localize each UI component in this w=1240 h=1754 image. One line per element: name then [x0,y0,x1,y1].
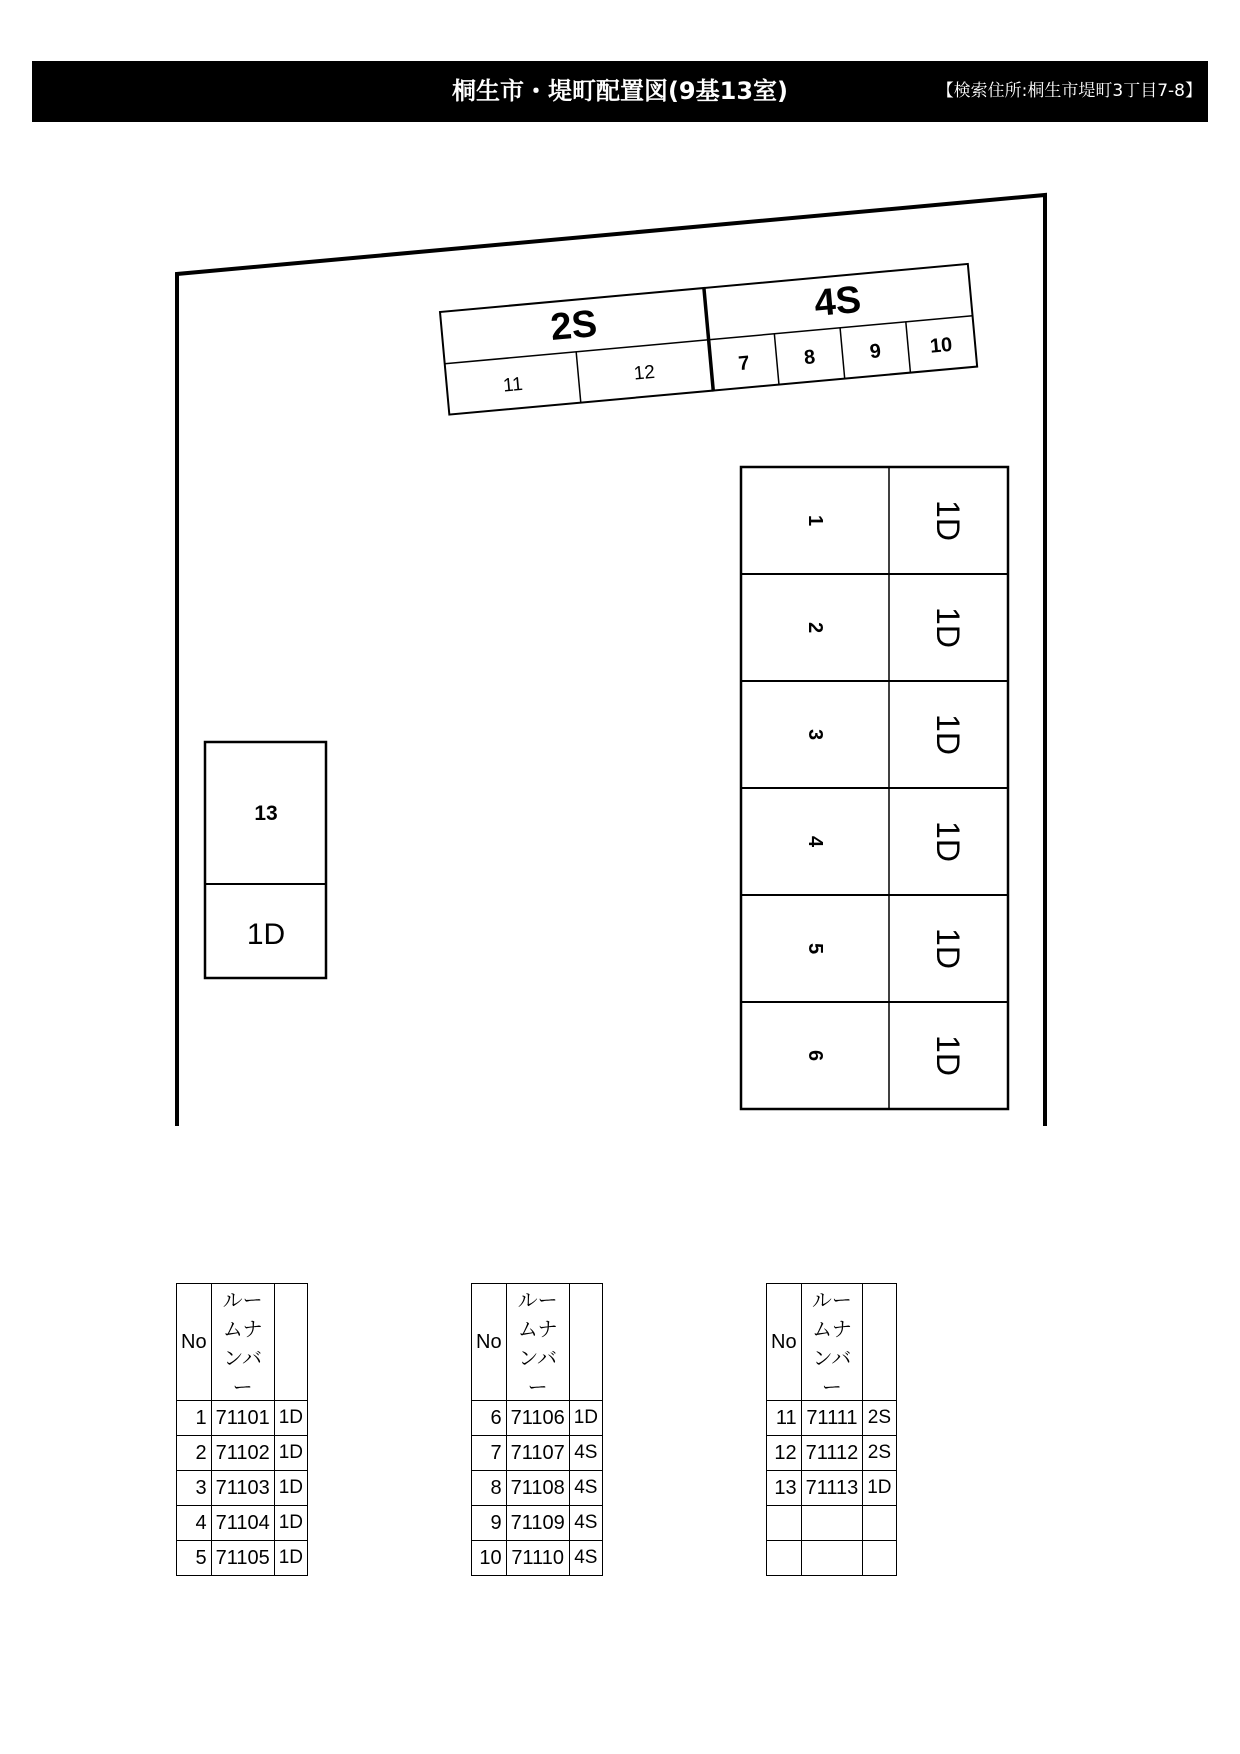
room-label-6: 6 [804,1049,826,1062]
row-room-number: 71113 [801,1471,863,1506]
room-label-11: 11 [502,373,524,397]
room-table-group-3 [766,1283,897,1576]
row-type: 1D [274,1471,307,1506]
row-no: 8 [472,1471,507,1506]
table-row [472,1541,603,1576]
table-row [177,1436,308,1471]
table-row [472,1506,603,1541]
room-label-10: 10 [929,333,954,358]
row-type: 1D [863,1471,896,1506]
header-no: No [177,1284,212,1401]
unit-type-label: 1D [930,1035,966,1076]
row-no: 1 [177,1401,212,1436]
room-label-1: 1 [804,514,826,527]
table-row [767,1506,897,1541]
table-row [177,1541,308,1576]
room-label-3: 3 [804,728,826,741]
room-label-5: 5 [804,942,826,955]
table-row [177,1506,308,1541]
header-type [863,1284,896,1401]
table-header-row [767,1284,897,1401]
row-type: 4S [569,1436,602,1471]
header-room-number: ルームナンバー [801,1284,863,1401]
row-no: 5 [177,1541,212,1576]
page-title: 桐生市・堤町配置図(9基13室) [451,77,789,105]
table-row [177,1471,308,1506]
room-label-7: 7 [737,352,751,376]
row-no: 9 [472,1506,507,1541]
row-no: 7 [472,1436,507,1471]
row-room-number: 71101 [211,1401,274,1436]
header-type [274,1284,307,1401]
row-room-number: 71110 [506,1541,569,1576]
row-type: 4S [569,1471,602,1506]
row-room-number: 71102 [211,1436,274,1471]
unit-4s-type: 4S [812,278,863,325]
lot-boundary [177,195,1045,1126]
unit-type-label: 1D [930,607,966,648]
row-room-number: 71109 [506,1506,569,1541]
row-no [767,1506,802,1541]
search-address: 【検索住所:桐生市堤町3丁目7-8】 [936,81,1202,101]
row-type: 4S [569,1506,602,1541]
table-header-row [177,1284,308,1401]
row-no: 6 [472,1401,507,1436]
row-type: 1D [274,1436,307,1471]
row-room-number: 71112 [801,1436,863,1471]
row-room-number [801,1541,863,1576]
row-no: 3 [177,1471,212,1506]
row-type [863,1541,896,1576]
right-column-units [741,467,1008,1109]
table-row [767,1401,897,1436]
table-row [472,1401,603,1436]
row-no: 2 [177,1436,212,1471]
room-table-group-1 [176,1283,308,1576]
row-type: 1D [274,1541,307,1576]
header-no: No [472,1284,507,1401]
table-row [767,1436,897,1471]
table-row [767,1471,897,1506]
row-type: 1D [569,1401,602,1436]
header-room-number: ルームナンバー [506,1284,569,1401]
room-label-13: 13 [254,802,278,825]
unit-2s [440,288,713,415]
table-row [472,1436,603,1471]
row-no: 4 [177,1506,212,1541]
row-no: 11 [767,1401,802,1436]
table-row [767,1541,897,1576]
unit-13 [205,742,326,978]
room-label-2: 2 [804,621,826,634]
row-no [767,1541,802,1576]
table-row [177,1401,308,1436]
row-type: 1D [274,1401,307,1436]
row-room-number: 71111 [801,1401,863,1436]
unit-2s-type: 2S [548,302,599,349]
row-no: 10 [472,1541,507,1576]
unit-type-label: 1D [930,821,966,862]
row-type: 2S [863,1401,896,1436]
header-no: No [767,1284,802,1401]
unit-4s [704,264,977,391]
unit-type-label: 1D [930,928,966,969]
row-room-number: 71105 [211,1541,274,1576]
row-type: 2S [863,1436,896,1471]
header-type [569,1284,602,1401]
row-type [863,1506,896,1541]
header-room-number: ルームナンバー [211,1284,274,1401]
unit-type-label: 1D [930,500,966,541]
row-room-number: 71103 [211,1471,274,1506]
row-no: 12 [767,1436,802,1471]
room-label-8: 8 [803,346,817,370]
table-header-row [472,1284,603,1401]
row-type: 4S [569,1541,602,1576]
row-room-number: 71108 [506,1471,569,1506]
row-type: 1D [274,1506,307,1541]
row-no: 13 [767,1471,802,1506]
room-label-4: 4 [804,835,826,848]
unit-type-label: 1D [930,714,966,755]
row-room-number: 71104 [211,1506,274,1541]
room-table-group-2 [471,1283,603,1576]
row-room-number: 71107 [506,1436,569,1471]
room-label-9: 9 [868,340,882,364]
row-room-number: 71106 [506,1401,569,1436]
top-row-units [440,264,977,415]
table-row [472,1471,603,1506]
unit-13-type: 1D [246,918,286,951]
room-label-12: 12 [632,361,656,385]
row-room-number [801,1506,863,1541]
